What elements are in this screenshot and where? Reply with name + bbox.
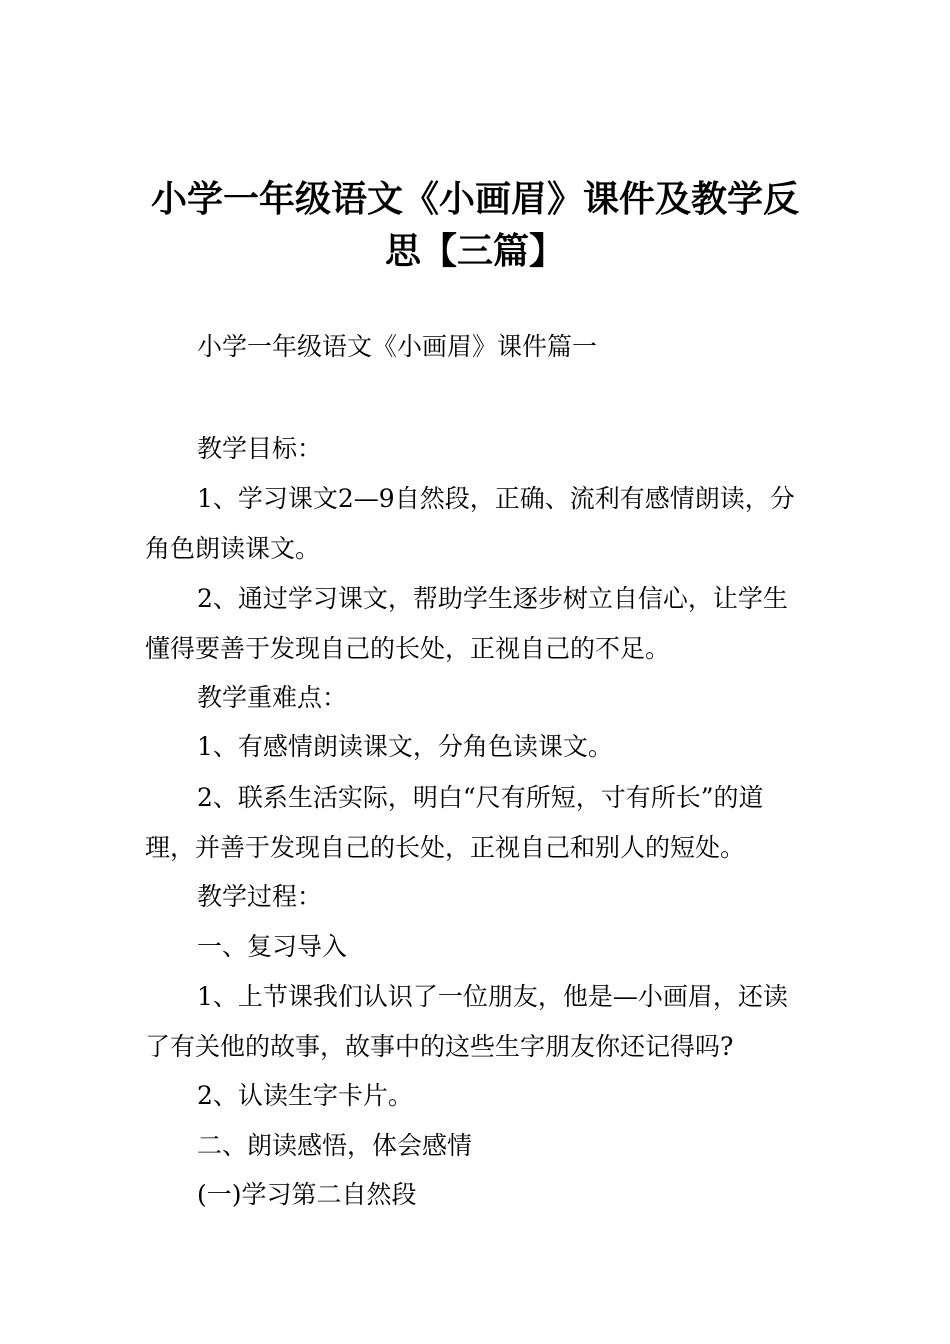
- paragraph-review-intro: 一、复习导入: [197, 932, 348, 961]
- paragraph-objective-2: 2、通过学习课文，帮助学生逐步树立自信心，让学生懂得要善于发现自己的长处，正视自己的不足。: [145, 584, 788, 663]
- paragraph-review-2: 2、认读生字卡片。: [197, 1081, 413, 1110]
- document-title: 小学一年级语文《小画眉》课件及教学反思【三篇】: [150, 179, 799, 272]
- paragraph-objectives-heading: 教学目标：: [197, 434, 323, 463]
- paragraph-keypoint-2: 2、联系生活实际，明白“尺有所短，寸有所长”的道理，并善于发现自己的长处，正视自己和别人的短处。: [145, 783, 764, 862]
- paragraph-keypoints-heading: 教学重难点：: [197, 683, 348, 712]
- paragraph-keypoint-1: 1、有感情朗读课文，分角色读课文。: [197, 732, 613, 761]
- paragraph-objective-1: 1、学习课文2—9自然段，正确、流利有感情朗读，分角色朗读课文。: [145, 484, 795, 563]
- paragraph-reading-section: 二、朗读感悟，体会感情: [197, 1131, 473, 1160]
- paragraph-review-1: 1、上节课我们认识了一位朋友，他是—小画眉，还读了有关他的故事，故事中的这些生字朋友你还记得吗?: [145, 982, 788, 1061]
- paragraph-reading-part-1: (一)学习第二自然段: [197, 1180, 417, 1209]
- section-heading: 小学一年级语文《小画眉》课件篇一: [197, 332, 598, 361]
- paragraph-process-heading: 教学过程：: [197, 882, 323, 911]
